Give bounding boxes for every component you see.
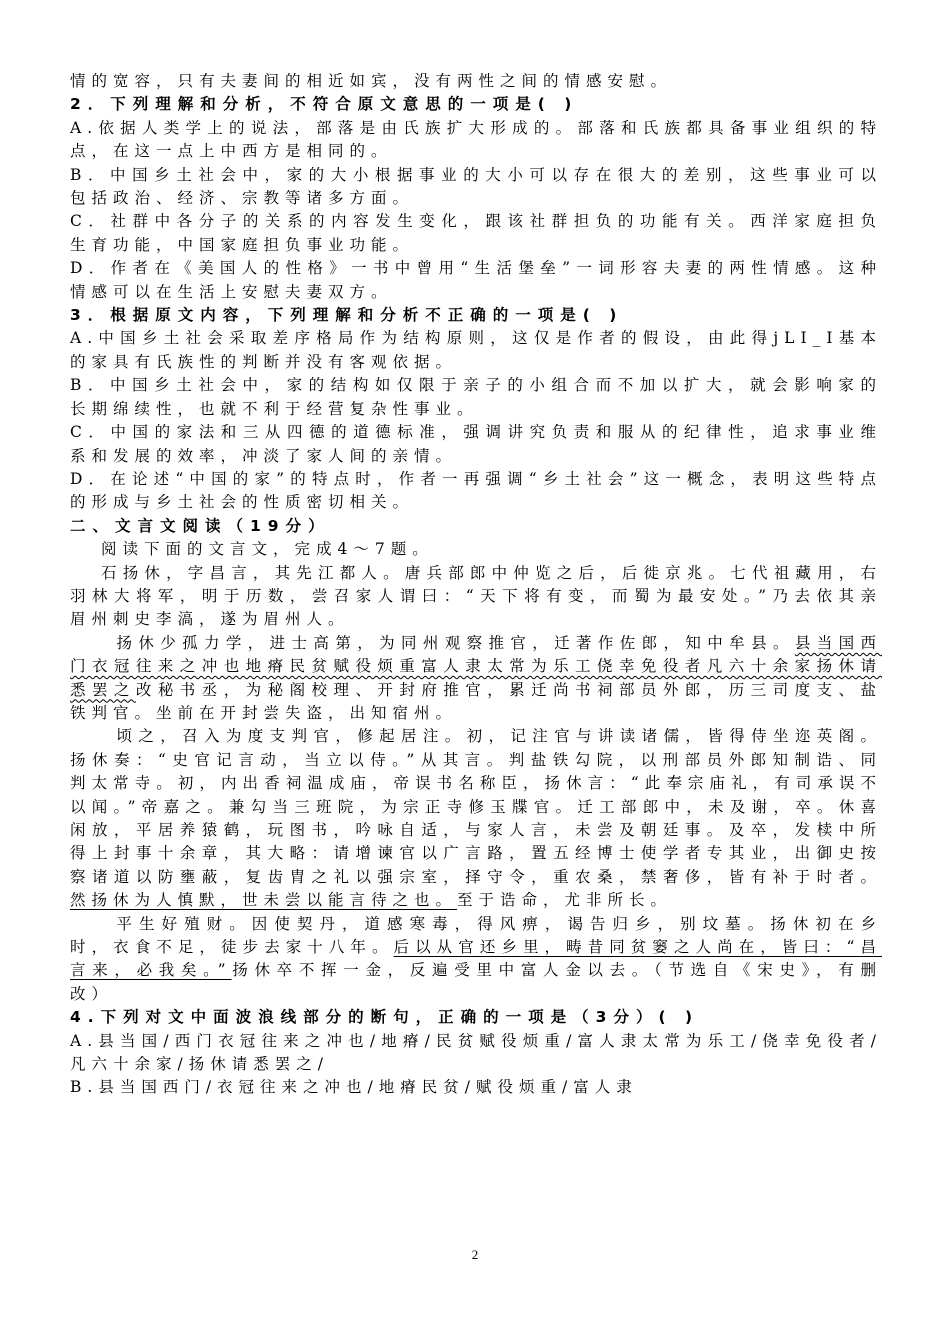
passage-p2-text: 扬休少孤力学，进士高第，为同州观察推官，迁著作佐郎，知中牟县。 xyxy=(116,633,795,652)
question-2-stem: 2．下列理解和分析，不符合原文意思的一项是( ) xyxy=(70,95,579,114)
question-4-option-a: A.县当国/西门衣冠往来之冲也/地瘠/民贫赋役烦重/富人隶太常为乐工/侥幸免役者/凡六十余家/扬休请悉罢之/ xyxy=(70,1031,882,1074)
question-3-stem: 3．根据原文内容，下列理解和分析不正确的一项是( ) xyxy=(70,306,624,325)
question-3-option-d: D．在论述“中国的家”的特点时，作者一再强调“乡土社会”这一概念，表明这些特点的形成与乡土社会的性质密切相关。 xyxy=(70,469,882,512)
passage-p4-text: 平生好殖财。因使契丹，道感寒毒，得风痹，谒告归乡，别坟墓。扬休初在乡时，衣食不足，徒步去家十八年。 xyxy=(70,914,882,957)
question-2-option-b: B．中国乡土社会中，家的大小根据事业的大小可以存在很大的差别，这些事业可以包括政治、经济、宗教等诸多方面。 xyxy=(70,165,882,208)
question-2-option-a: A.依据人类学上的说法，部落是由氏族扩大形成的。部落和氏族都具备事业组织的特点，在这一点上中西方是相同的。 xyxy=(70,118,882,161)
question-2-option-d: D．作者在《美国人的性格》一书中曾用“生活堡垒”一词形容夫妻的两性情感。这种情感可以在生活上安慰夫妻双方。 xyxy=(70,259,882,301)
section-heading: 二、文言文阅读（19分） xyxy=(70,516,331,535)
question-4-stem: 4.下列对文中面波浪线部分的断句，正确的一项是（3分）( ) xyxy=(70,1008,700,1027)
underlined-sentence-2: 后以从官还乡里，畴昔同贫窭之人尚在，皆曰：“昌言来，必我矣。” xyxy=(70,938,882,980)
passage-paragraph-1: 石扬休，字昌言，其先江都人。唐兵部郎中仲览之后，后徙京兆。七代祖藏用，右羽林大将军，明于历数，尝召家人谓曰：“天下将有变，而蜀为最安处。”乃去依其亲眉州刺史李滈，遂为眉州人。 xyxy=(70,563,882,629)
underlined-sentence-1: 然扬休为人慎默，世未尝以能言待之也。 xyxy=(70,891,458,910)
question-3-option-b: B．中国乡土社会中，家的结构如仅限于亲子的小组合而不加以扩大，就会影响家的长期绵续性，也就不利于经营复杂性事业。 xyxy=(70,376,882,418)
question-2-option-c: C．社群中各分子的关系的内容发生变化，跟该社群担负的功能有关。西洋家庭担负生育功能，中国家庭担负事业功能。 xyxy=(70,212,882,254)
passage-p2-continued: 改秘书丞，为秘阁校理、开封府推官，累迁尚书祠部员外郎，历三司度支、盐铁判官。坐前在开封尝失盗，出知宿州。 xyxy=(70,680,882,722)
q1-answer-tail: 情的宽容，只有夫妻间的相近如宾，没有两性之间的情感安慰。 xyxy=(70,72,673,90)
question-3-option-a: A.中国乡土社会采取差序格局作为结构原则，这仅是作者的假设，由此得jLI_I基本的家具有氏族性的判断并没有客观依据。 xyxy=(70,329,882,371)
passage-paragraph-3 xyxy=(70,725,882,912)
passage-p4-continued: 扬休卒不挥一金，反遍受里中富人金以去。（节选自《宋史》，有删改） xyxy=(70,961,882,1003)
passage-paragraph-2 xyxy=(70,632,882,726)
question-4-option-b: B.县当国西门/衣冠往来之冲也/地瘠民贫/赋役烦重/富人隶 xyxy=(70,1078,638,1097)
question-3-option-c: C．中国的家法和三从四德的道德标准，强调讲究负责和服从的纪律性，追求事业维系和发展的效率，冲淡了家人间的亲情。 xyxy=(70,423,882,465)
passage-paragraph-4 xyxy=(70,913,882,1007)
page-number: 2 xyxy=(471,1247,479,1262)
passage-p3-text: 顷之，召入为度支判官，修起居注。初，记注官与讲读诸儒，皆得侍坐迩英阁。扬休奏：“史官记言动，当立以侍。”从其言。判盐铁勾院，以刑部员外郎知制诰、同判太常寺。初，内出香祠温成庙，帝误书名称臣，扬休言：“此奉宗庙礼，有司承误不以闻。”帝嘉之。兼勾当三班院，为宗正寺修玉牒官。迁工部郎中，未及谢，卒。休喜闲放，平居养猿鹤，玩图书，吟咏自适，与家人言，未尝及朝廷事。及卒，发椟中所得上封事十余章，其大略：请增谏官以广言路，置五经博士使学者专其业，出御史按察诸道以防壅蔽，复齿胄之礼以强宗室，择守令，重农桑，禁奢侈，皆有补于时者。 xyxy=(70,727,882,886)
wavy-underlined-passage: 县当国西门衣冠往来之冲也地瘠民贫赋役烦重富人隶太常为乐工侥幸免役者凡六十余家扬休请悉罢之 xyxy=(70,633,882,699)
section-intro: 阅读下面的文言文，完成4～7题。 xyxy=(101,540,434,559)
document-page xyxy=(70,70,882,1100)
passage-p3-continued: 至于诰命，尤非所长。 xyxy=(457,891,673,910)
